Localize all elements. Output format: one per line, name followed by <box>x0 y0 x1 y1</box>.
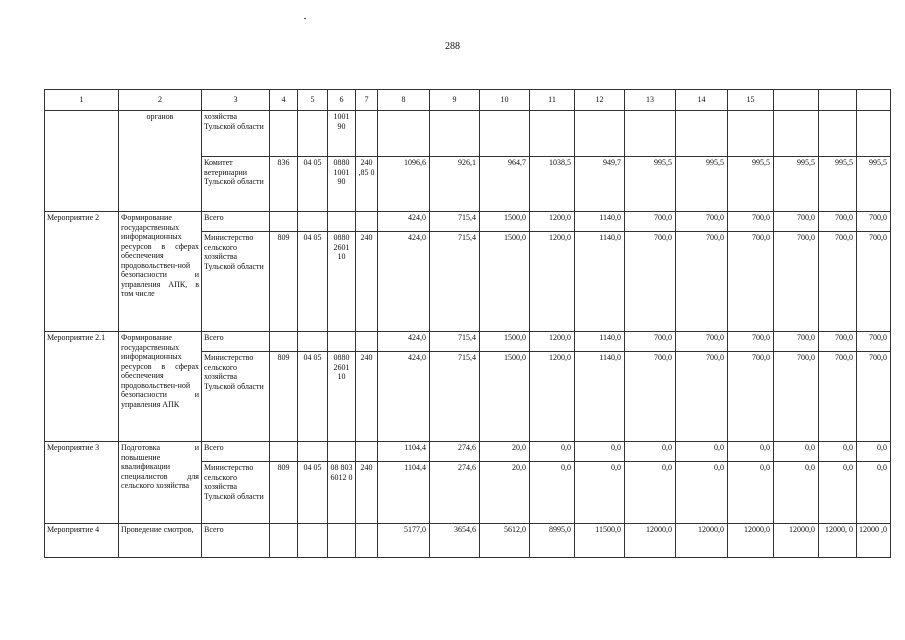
cell <box>356 111 378 157</box>
code-cell: 0880 2601 10 <box>328 352 356 442</box>
cell <box>298 332 328 352</box>
value-cell: 700,0 <box>625 212 676 232</box>
event-name-cell: Подготовка и повышение квалификации специалистов для сельского хозяйства <box>119 442 202 524</box>
budget-table <box>44 89 891 558</box>
vr-cell: 240 <box>356 352 378 442</box>
value-cell: 1038,5 <box>530 157 575 212</box>
value-cell <box>774 111 819 157</box>
table-row <box>45 157 891 212</box>
value-cell: 1500,0 <box>480 332 530 352</box>
event-name-cell: органов <box>119 111 202 157</box>
cell <box>270 332 298 352</box>
value-cell: 0,0 <box>728 462 774 524</box>
value-cell: 274,6 <box>430 462 480 524</box>
value-cell: 1200,0 <box>530 352 575 442</box>
value-cell: 995,5 <box>625 157 676 212</box>
value-cell: 995,5 <box>819 157 857 212</box>
value-cell: 949,7 <box>575 157 625 212</box>
grbs-cell: 836 <box>270 157 298 212</box>
cell <box>270 111 298 157</box>
scan-speck <box>304 18 306 19</box>
value-cell: 700,0 <box>625 232 676 332</box>
value-cell <box>378 111 430 157</box>
value-cell <box>728 111 774 157</box>
value-cell: 3654,6 <box>430 524 480 558</box>
cell <box>270 212 298 232</box>
value-cell: 5177,0 <box>378 524 430 558</box>
executor-cell: Министерство сельского хозяйства Тульской области <box>202 352 270 442</box>
header-cell: 13 <box>625 90 676 111</box>
value-cell: 0,0 <box>676 462 728 524</box>
table-row <box>45 332 891 352</box>
value-cell <box>676 111 728 157</box>
value-cell: 700,0 <box>625 352 676 442</box>
cell <box>298 524 328 558</box>
value-cell: 274,6 <box>430 442 480 462</box>
value-cell: 1140,0 <box>575 352 625 442</box>
value-cell: 1104,4 <box>378 462 430 524</box>
section-cell: 04 05 <box>298 232 328 332</box>
cell <box>356 442 378 462</box>
section-cell: 04 05 <box>298 157 328 212</box>
executor-cell: Комитет ветеринарии Тульской области <box>202 157 270 212</box>
value-cell: 20,0 <box>480 442 530 462</box>
value-cell: 700,0 <box>819 352 857 442</box>
value-cell <box>530 111 575 157</box>
code-cell: 1001 90 <box>328 111 356 157</box>
value-cell: 0,0 <box>575 442 625 462</box>
value-cell: 424,0 <box>378 212 430 232</box>
value-cell <box>480 111 530 157</box>
value-cell: 995,5 <box>676 157 728 212</box>
value-cell: 1500,0 <box>480 212 530 232</box>
value-cell: 1140,0 <box>575 232 625 332</box>
executor-cell: Всего <box>202 212 270 232</box>
event-name-cell <box>119 157 202 212</box>
value-cell <box>819 111 857 157</box>
table-row <box>45 111 891 157</box>
code-cell: 0880 1001 90 <box>328 157 356 212</box>
value-cell: 700,0 <box>857 352 891 442</box>
value-cell: 424,0 <box>378 352 430 442</box>
value-cell: 0,0 <box>676 442 728 462</box>
value-cell: 12000 ,0 <box>857 524 891 558</box>
value-cell: 700,0 <box>857 212 891 232</box>
header-cell: 6 <box>328 90 356 111</box>
header-cell <box>819 90 857 111</box>
cell <box>356 212 378 232</box>
value-cell: 8995,0 <box>530 524 575 558</box>
cell <box>356 332 378 352</box>
value-cell: 12000,0 <box>728 524 774 558</box>
value-cell: 700,0 <box>625 332 676 352</box>
value-cell: 700,0 <box>774 232 819 332</box>
header-cell <box>857 90 891 111</box>
value-cell <box>625 111 676 157</box>
value-cell: 1500,0 <box>480 352 530 442</box>
grbs-cell: 809 <box>270 462 298 524</box>
header-cell: 4 <box>270 90 298 111</box>
value-cell: 0,0 <box>819 462 857 524</box>
header-row <box>45 90 891 111</box>
value-cell: 995,5 <box>857 157 891 212</box>
value-cell: 1096,6 <box>378 157 430 212</box>
value-cell: 700,0 <box>676 352 728 442</box>
executor-cell: Министерство сельского хозяйства Тульской области <box>202 232 270 332</box>
value-cell <box>575 111 625 157</box>
value-cell: 1200,0 <box>530 232 575 332</box>
value-cell: 0,0 <box>857 442 891 462</box>
header-cell: 2 <box>119 90 202 111</box>
value-cell: 0,0 <box>625 462 676 524</box>
value-cell: 715,4 <box>430 232 480 332</box>
section-cell: 04 05 <box>298 462 328 524</box>
value-cell: 0,0 <box>625 442 676 462</box>
executor-cell: хозяйства Тульской области <box>202 111 270 157</box>
cell <box>298 111 328 157</box>
event-label-cell: Мероприятие 3 <box>45 442 119 524</box>
value-cell: 700,0 <box>676 332 728 352</box>
value-cell: 424,0 <box>378 232 430 332</box>
header-cell <box>774 90 819 111</box>
grbs-cell: 809 <box>270 352 298 442</box>
executor-cell: Всего <box>202 442 270 462</box>
value-cell: 700,0 <box>857 332 891 352</box>
value-cell: 12000, 0 <box>819 524 857 558</box>
header-cell: 5 <box>298 90 328 111</box>
value-cell: 715,4 <box>430 332 480 352</box>
value-cell: 12000,0 <box>625 524 676 558</box>
value-cell: 700,0 <box>774 332 819 352</box>
cell <box>328 524 356 558</box>
value-cell: 1200,0 <box>530 212 575 232</box>
event-name-cell: Формирование государственных информационных ресурсов в сферах обеспечения продовольствен-ной безопасности и управления АПК, в том числе <box>119 212 202 332</box>
vr-cell: 240 ,85 0 <box>356 157 378 212</box>
header-cell: 14 <box>676 90 728 111</box>
table-row <box>45 442 891 462</box>
value-cell: 1140,0 <box>575 212 625 232</box>
value-cell: 715,4 <box>430 212 480 232</box>
header-cell: 11 <box>530 90 575 111</box>
header-cell: 15 <box>728 90 774 111</box>
value-cell: 700,0 <box>676 212 728 232</box>
value-cell: 0,0 <box>575 462 625 524</box>
value-cell <box>430 111 480 157</box>
cell <box>356 524 378 558</box>
value-cell: 700,0 <box>819 332 857 352</box>
vr-cell: 240 <box>356 462 378 524</box>
value-cell: 700,0 <box>728 212 774 232</box>
value-cell: 700,0 <box>728 352 774 442</box>
table-row <box>45 524 891 558</box>
cell <box>328 332 356 352</box>
event-label-cell: Мероприятие 4 <box>45 524 119 558</box>
header-cell: 9 <box>430 90 480 111</box>
value-cell: 0,0 <box>530 442 575 462</box>
code-cell: 08 803 6012 0 <box>328 462 356 524</box>
header-cell: 7 <box>356 90 378 111</box>
value-cell: 700,0 <box>857 232 891 332</box>
value-cell: 0,0 <box>530 462 575 524</box>
value-cell: 5612,0 <box>480 524 530 558</box>
header-cell: 10 <box>480 90 530 111</box>
value-cell: 700,0 <box>676 232 728 332</box>
value-cell: 1104,4 <box>378 442 430 462</box>
executor-cell: Министерство сельского хозяйства Тульской области <box>202 462 270 524</box>
value-cell: 0,0 <box>857 462 891 524</box>
value-cell: 20,0 <box>480 462 530 524</box>
cell <box>298 442 328 462</box>
executor-cell: Всего <box>202 332 270 352</box>
executor-cell: Всего <box>202 524 270 558</box>
value-cell: 700,0 <box>819 232 857 332</box>
value-cell: 1140,0 <box>575 332 625 352</box>
value-cell: 995,5 <box>774 157 819 212</box>
value-cell: 995,5 <box>728 157 774 212</box>
value-cell: 0,0 <box>728 442 774 462</box>
grbs-cell: 809 <box>270 232 298 332</box>
header-cell: 1 <box>45 90 119 111</box>
cell <box>328 442 356 462</box>
value-cell: 11500,0 <box>575 524 625 558</box>
value-cell: 715,4 <box>430 352 480 442</box>
header-cell: 8 <box>378 90 430 111</box>
event-label-cell: Мероприятие 2.1 <box>45 332 119 442</box>
value-cell: 12000,0 <box>676 524 728 558</box>
header-cell: 12 <box>575 90 625 111</box>
value-cell: 1500,0 <box>480 232 530 332</box>
event-label-cell <box>45 111 119 157</box>
value-cell: 1200,0 <box>530 332 575 352</box>
section-cell: 04 05 <box>298 352 328 442</box>
cell <box>298 212 328 232</box>
value-cell: 926,1 <box>430 157 480 212</box>
table-row <box>45 212 891 232</box>
event-label-cell: Мероприятие 2 <box>45 212 119 332</box>
value-cell: 700,0 <box>819 212 857 232</box>
event-name-cell: Проведение смотров, <box>119 524 202 558</box>
value-cell: 0,0 <box>819 442 857 462</box>
cell <box>270 442 298 462</box>
value-cell: 700,0 <box>728 332 774 352</box>
value-cell: 424,0 <box>378 332 430 352</box>
page-number: 288 <box>445 41 460 52</box>
cell <box>270 524 298 558</box>
header-cell: 3 <box>202 90 270 111</box>
value-cell: 700,0 <box>728 232 774 332</box>
vr-cell: 240 <box>356 232 378 332</box>
value-cell: 700,0 <box>774 352 819 442</box>
value-cell <box>857 111 891 157</box>
event-label-cell <box>45 157 119 212</box>
event-name-cell: Формирование государственных информационных ресурсов в сферах обеспечения продовольствен-ной безопасности и управления АПК <box>119 332 202 442</box>
code-cell: 0880 2601 10 <box>328 232 356 332</box>
value-cell: 12000,0 <box>774 524 819 558</box>
value-cell: 964,7 <box>480 157 530 212</box>
value-cell: 0,0 <box>774 462 819 524</box>
cell <box>328 212 356 232</box>
value-cell: 0,0 <box>774 442 819 462</box>
value-cell: 700,0 <box>774 212 819 232</box>
